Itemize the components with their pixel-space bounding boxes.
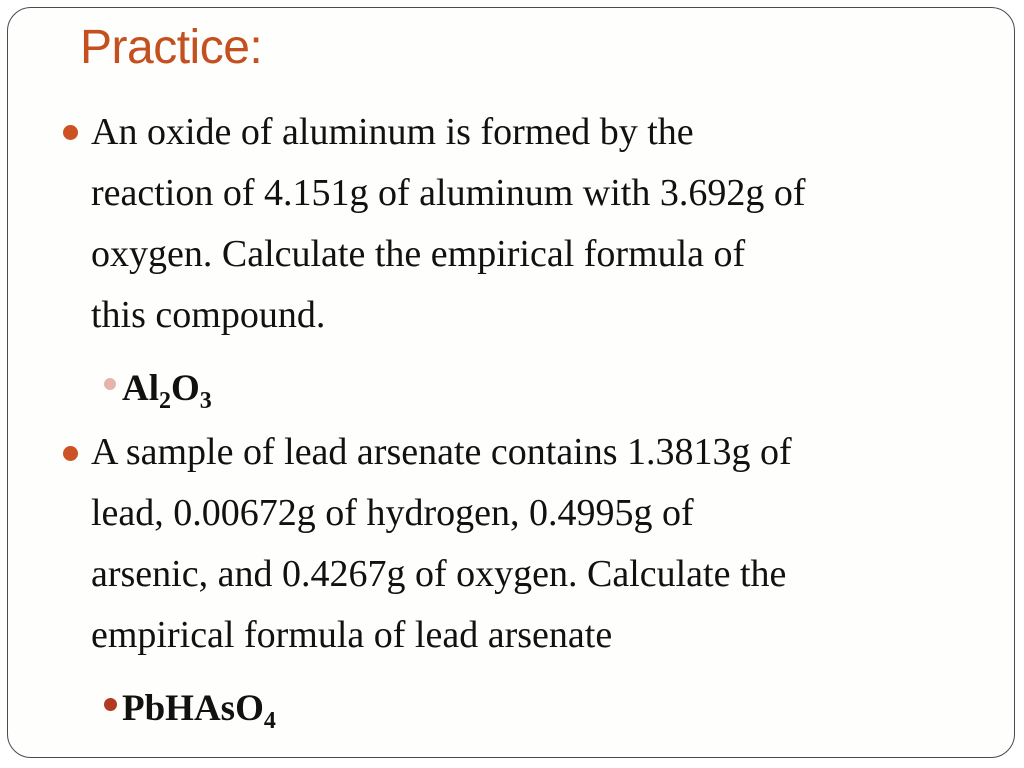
problem-1-line: oxygen. Calculate the empirical formula of (91, 233, 746, 275)
sub-bullet-dot-icon (104, 698, 117, 711)
problem-2-line: A sample of lead arsenate contains 1.3813g of (91, 431, 792, 473)
bullet-dot-icon (63, 446, 78, 461)
formula-part: Al (122, 368, 159, 409)
bullet-dot-icon (63, 125, 78, 140)
problem-1-line: reaction of 4.151g of aluminum with 3.692g of (91, 172, 806, 214)
problem-2-line: empirical formula of lead arsenate (91, 614, 613, 656)
formula-part: O (171, 368, 200, 409)
formula-subscript: 2 (159, 388, 171, 414)
formula-subscript: 4 (263, 708, 276, 734)
formula-subscript: 3 (199, 388, 212, 414)
formula-part: PbHAsO (122, 688, 264, 729)
problem-1-text (91, 102, 991, 346)
problem-2-line: lead, 0.00672g of hydrogen, 0.4995g of (91, 492, 694, 534)
answer-2-formula (122, 688, 276, 734)
problem-1-line: An oxide of aluminum is formed by the (91, 111, 694, 153)
slide-title: Practice: (80, 21, 263, 74)
slide-frame (7, 7, 1015, 758)
problem-2-line: arsenic, and 0.4267g of oxygen. Calculate the (91, 553, 787, 595)
problem-1-line: this compound. (91, 294, 326, 336)
sub-bullet-dot-icon (104, 378, 116, 390)
problem-2-text (91, 422, 991, 666)
answer-1-formula (122, 368, 212, 414)
slide-content (8, 8, 1014, 757)
